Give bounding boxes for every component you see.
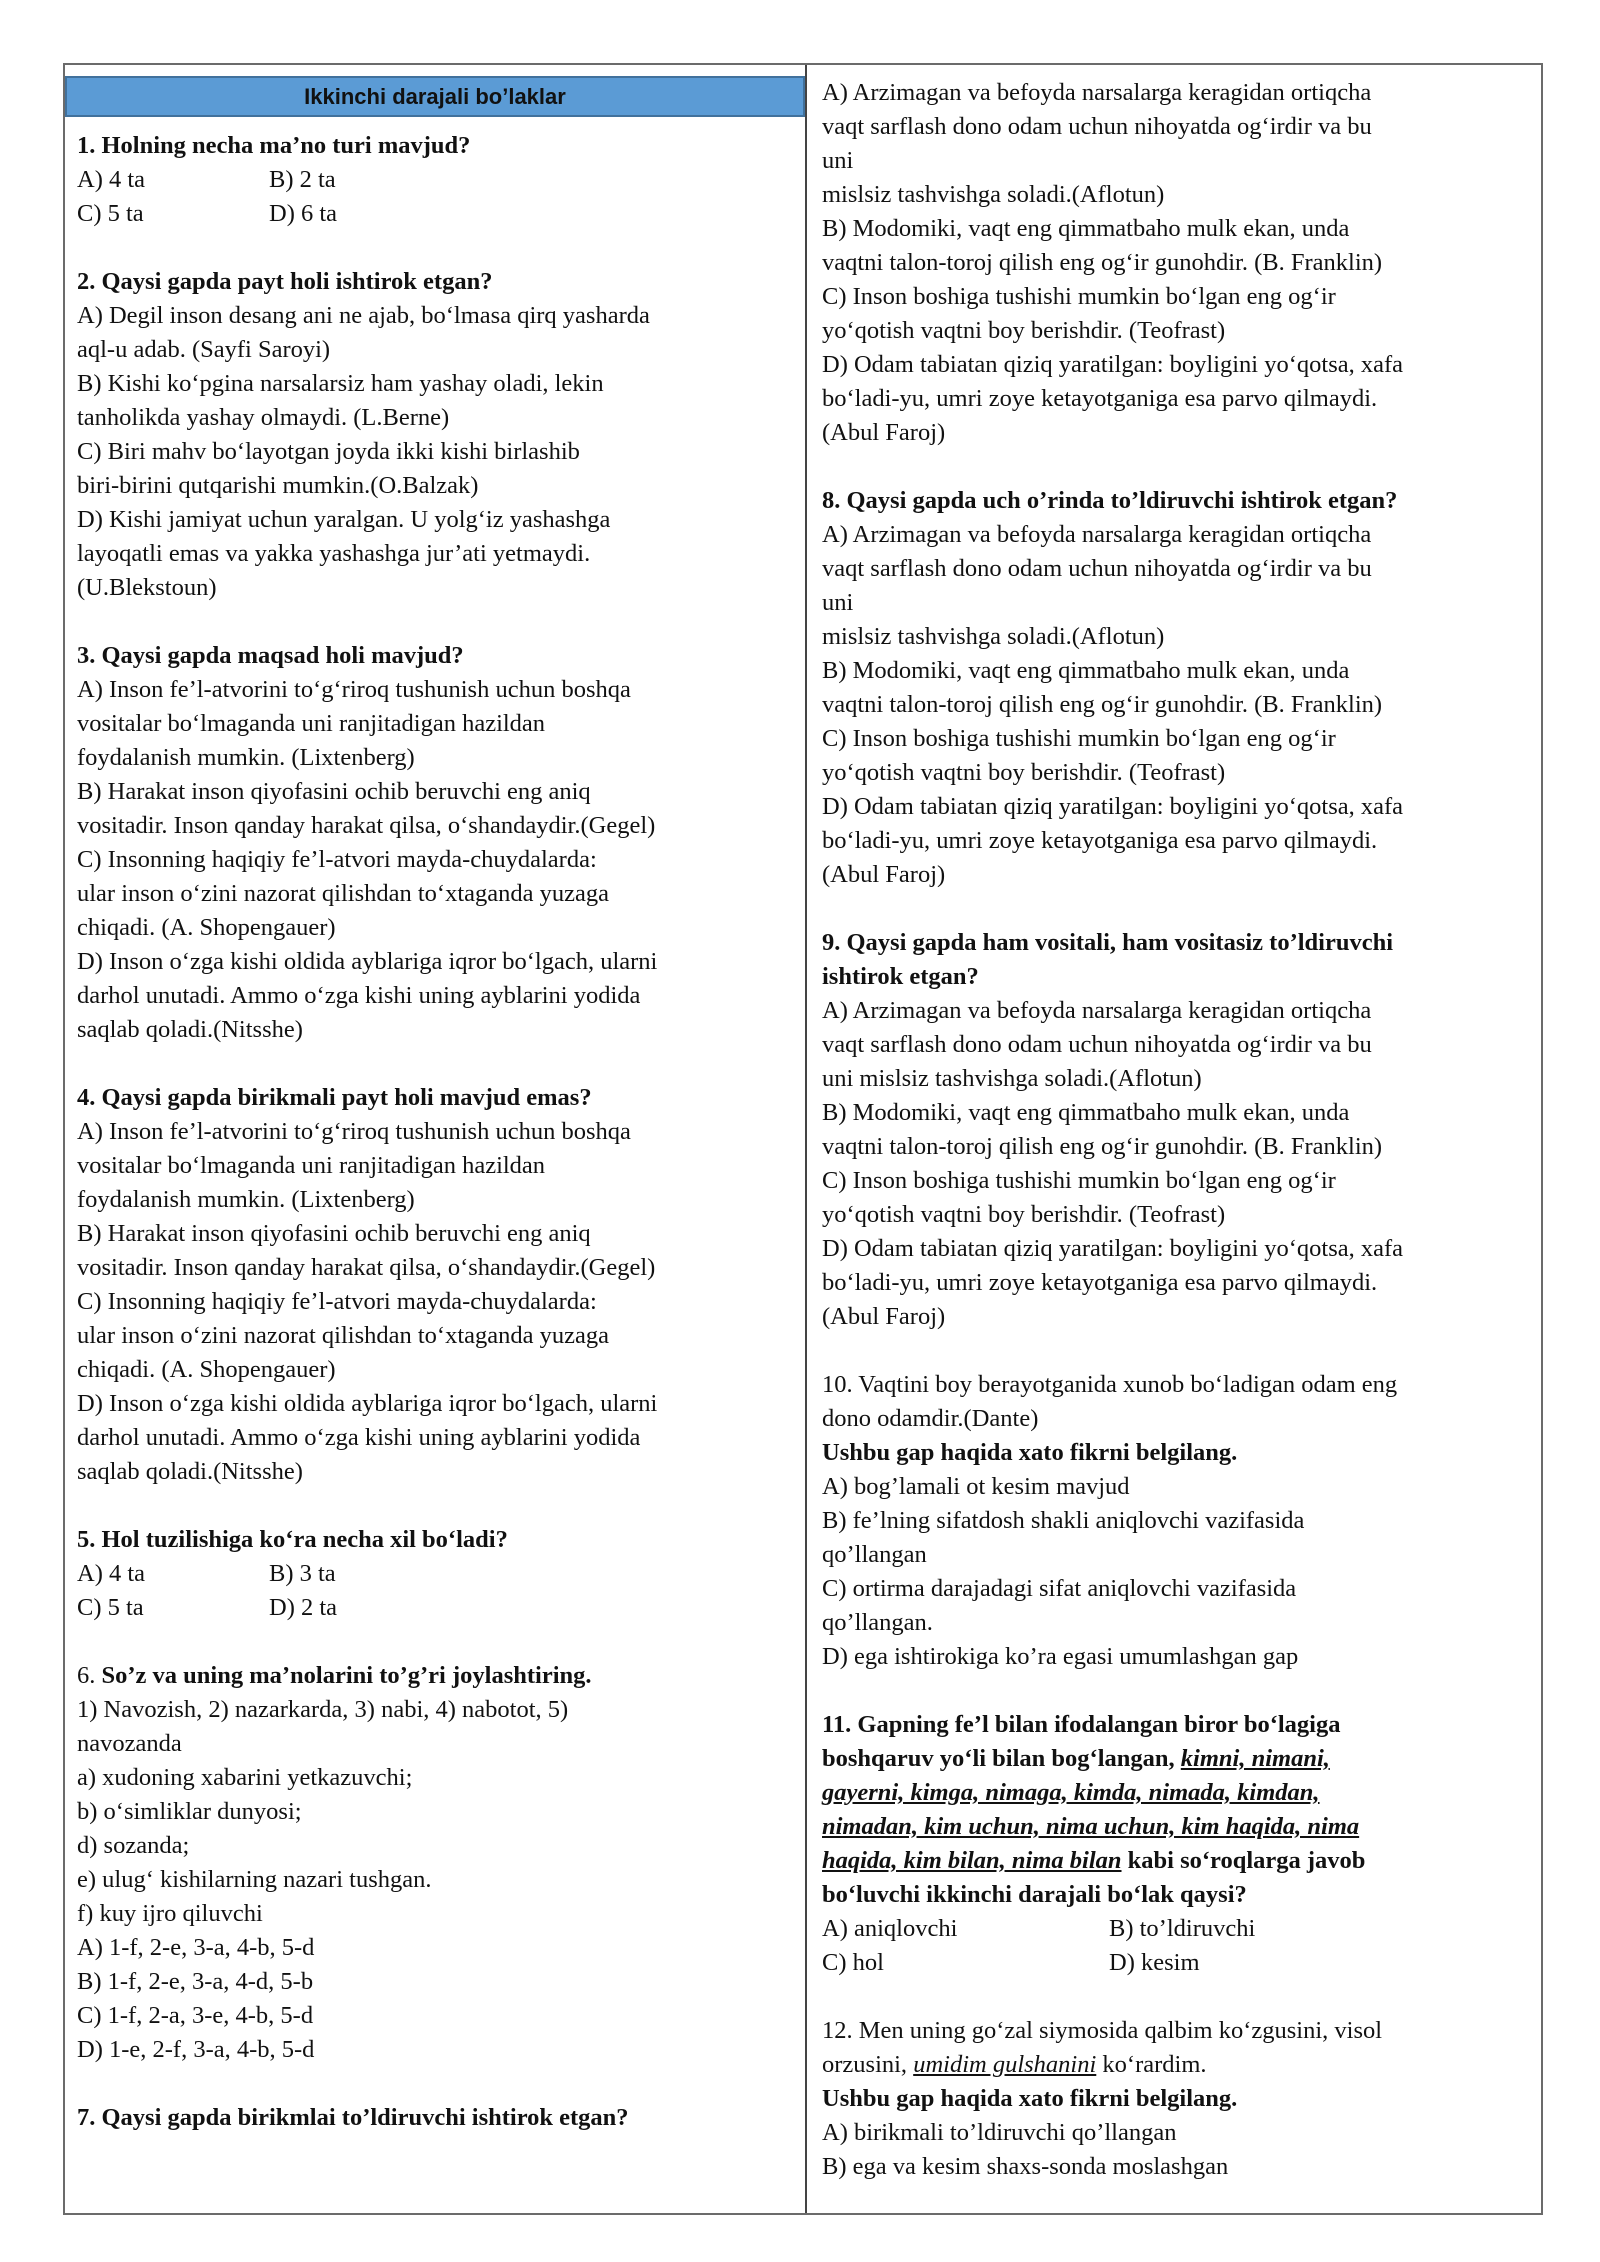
text-line: vositadir. Inson qanday harakat qilsa, o‘shandaydir.(Gegel) [77,812,656,839]
text-line: vaqtni talon-toroj qilish eng og‘ir gunohdir. (B. Franklin) [822,1133,1383,1160]
question-stem: 3. Qaysi gapda maqsad holi mavjud? [77,642,464,669]
text-line: D) Kishi jamiyat uchun yaralgan. U yolg‘iz yashashga [77,506,611,533]
text-line: (Abul Faroj) [822,1303,946,1330]
text-line: navozanda [77,1730,182,1757]
option-b: B) 3 ta [269,1560,336,1587]
text-line: biri-birini qutqarishi mumkin.(O.Balzak) [77,472,479,499]
question-sentence-cont: dono odamdir.(Dante) [822,1405,1039,1432]
text-line: aql-u adab. (Sayfi Saroyi) [77,336,331,363]
text-line: darhol unutadi. Ammo o‘zga kishi uning ayblarini yodida [77,982,641,1009]
text-line: C) Biri mahv bo‘layotgan joyda ikki kishi birlashib [77,438,580,465]
sentence-text: ko‘rardim. [1096,2051,1207,2078]
question-3 [77,639,805,1047]
text-line: yo‘qotish vaqtni boy berishdir. (Teofrast) [822,1201,1226,1228]
text-line: mislsiz tashvishga soladi.(Aflotun) [822,181,1165,208]
text-line: e) ulug‘ kishilarning nazari tushgan. [77,1866,432,1893]
option-a: A) 4 ta [77,1560,146,1587]
text-line: vaqt sarflash dono odam uchun nihoyatda og‘irdir va bu [822,1031,1372,1058]
question-5 [77,1523,805,1625]
question-sentence: 12. Men uning go‘zal siymosida qalbim ko‘zgusini, visol [822,2017,1383,2044]
text-line: B) Modomiki, vaqt eng qimmatbaho mulk ekan, unda [822,657,1350,684]
question-10 [822,1368,1538,1674]
question-stem: 8. Qaysi gapda uch o’rinda to’ldiruvchi ishtirok etgan? [822,487,1398,514]
question-1 [77,129,805,231]
answer-options [822,1912,1538,1980]
text-line: C) Inson boshiga tushishi mumkin bo‘lgan eng og‘ir [822,283,1336,310]
question-stem-cont: ishtirok etgan? [822,963,979,990]
sentence-text: orzusini, [822,2051,908,2078]
question-stem: 4. Qaysi gapda birikmali payt holi mavjud emas? [77,1084,592,1111]
text-line: vaqtni talon-toroj qilish eng og‘ir gunohdir. (B. Franklin) [822,249,1383,276]
question-stem: 11. Gapning fe’l bilan ifodalangan biror bo‘lagiga [822,1711,1341,1738]
text-line: D) Inson o‘zga kishi oldida ayblariga iqror bo‘lgach, ularni [77,1390,658,1417]
text-line: vaqt sarflash dono odam uchun nihoyatda og‘irdir va bu [822,113,1372,140]
text-line: yo‘qotish vaqtni boy berishdir. (Teofrast) [822,317,1226,344]
question-11 [822,1708,1538,1980]
text-line: uni [822,589,854,616]
stem-underlined-text: haqida, kim bilan, nima bilan [822,1847,1122,1874]
text-line: vositadir. Inson qanday harakat qilsa, o‘shandaydir.(Gegel) [77,1254,656,1281]
question-stem-line-6: bo‘luvchi ikkinchi darajali bo‘lak qaysi? [822,1881,1247,1908]
question-6 [77,1659,805,2067]
text-line: B) Modomiki, vaqt eng qimmatbaho mulk ekan, unda [822,215,1350,242]
text-line: (Abul Faroj) [822,419,946,446]
question-4 [77,1081,805,1489]
answer-options [77,1557,805,1625]
text-line: vaqtni talon-toroj qilish eng og‘ir gunohdir. (B. Franklin) [822,691,1383,718]
text-line: C) ortirma darajadagi sifat aniqlovchi vazifasida [822,1575,1297,1602]
text-line: vaqt sarflash dono odam uchun nihoyatda og‘irdir va bu [822,555,1372,582]
question-stem [77,1659,805,1693]
text-line: A) Degil inson desang ani ne ajab, bo‘lmasa qirq yasharda [77,302,650,329]
text-line: foydalanish mumkin. (Lixtenberg) [77,744,415,771]
text-line: (Abul Faroj) [822,861,946,888]
text-line: D) Odam tabiatan qiziq yaratilgan: boyligini yo‘qotsa, xafa [822,1235,1404,1262]
text-line: saqlab qoladi.(Nitsshe) [77,1016,303,1043]
question-stem-text: So’z va uning ma’nolarini to’g’ri joylashtiring. [101,1662,592,1689]
left-column [65,65,807,2213]
text-line: vositalar bo‘lmaganda uni ranjitadigan hazildan [77,710,546,737]
text-line: D) ega ishtirokiga ko’ra egasi umumlashgan gap [822,1643,1299,1670]
text-line: qo’llangan [822,1541,927,1568]
text-line: vositalar bo‘lmaganda uni ranjitadigan hazildan [77,1152,546,1179]
text-line: D) Odam tabiatan qiziq yaratilgan: boyligini yo‘qotsa, xafa [822,351,1404,378]
text-line: chiqadi. (A. Shopengauer) [77,1356,336,1383]
text-line: A) birikmali to’ldiruvchi qo’llangan [822,2119,1177,2146]
text-line: B) Harakat inson qiyofasini ochib beruvchi eng aniq [77,778,591,805]
text-line: bo‘ladi-yu, umri zoye ketayotganiga esa parvo qilmaydi. [822,827,1378,854]
question-7 [77,2101,805,2135]
question-2 [77,265,805,605]
option-d: D) 6 ta [269,200,338,227]
text-line: b) o‘simliklar dunyosi; [77,1798,302,1825]
text-line: (U.Blekstoun) [77,574,217,601]
text-line: 1) Navozish, 2) nazarkarda, 3) nabi, 4) nabotot, 5) [77,1696,569,1723]
option-c: C) 5 ta [77,1594,144,1621]
text-line: mislsiz tashvishga soladi.(Aflotun) [822,623,1165,650]
stem-underlined-text: kimni, nimani, [1180,1745,1330,1772]
page-title: Ikkinchi darajali bo’laklar [65,76,805,117]
text-line: C) Inson boshiga tushishi mumkin bo‘lgan eng og‘ir [822,725,1336,752]
question-8 [822,484,1538,892]
text-line: B) Modomiki, vaqt eng qimmatbaho mulk ekan, unda [822,1099,1350,1126]
stem-text: boshqaruv yo‘li bilan bog‘langan, [822,1745,1175,1772]
question-number: 6. [77,1662,96,1689]
stem-underlined-text: nimadan, kim uchun, nima uchun, kim haqida, nima [822,1813,1360,1840]
text-line: C) Insonning haqiqiy fe’l-atvori mayda-chuydalarda: [77,846,597,873]
text-line: B) fe’lning sifatdosh shakli aniqlovchi vazifasida [822,1507,1305,1534]
question-9 [822,926,1538,1334]
question-stem-line-4 [822,1810,1538,1844]
question-sentence-cont [822,2048,1538,2082]
text-line: A) Arzimagan va befoyda narsalarga keragidan ortiqcha [822,79,1372,106]
text-line: D) 1-e, 2-f, 3-a, 4-b, 5-d [77,2036,315,2063]
text-line: A) 1-f, 2-e, 3-a, 4-b, 5-d [77,1934,315,1961]
question-stem-line-2 [822,1742,1538,1776]
sentence-underlined-text: umidim gulshanini [913,2051,1097,2078]
option-d: D) 2 ta [269,1594,338,1621]
text-line: B) Kishi ko‘pgina narsalarsiz ham yashay oladi, lekin [77,370,604,397]
option-c: C) hol [822,1949,884,1976]
worksheet-page [63,63,1543,2215]
text-line: D) Inson o‘zga kishi oldida ayblariga iqror bo‘lgach, ularni [77,948,658,975]
question-instruction: Ushbu gap haqida xato fikrni belgilang. [822,2085,1238,2112]
option-b: B) to’ldiruvchi [1109,1915,1256,1942]
text-line: qo’llangan. [822,1609,933,1636]
question-stem: 7. Qaysi gapda birikmlai to’ldiruvchi ishtirok etgan? [77,2104,629,2131]
text-line: B) Harakat inson qiyofasini ochib beruvchi eng aniq [77,1220,591,1247]
text-line: uni [822,147,854,174]
answer-options [77,163,805,231]
text-line: A) Inson fe’l-atvorini to‘g‘riroq tushunish uchun boshqa [77,1118,631,1145]
text-line: foydalanish mumkin. (Lixtenberg) [77,1186,415,1213]
question-instruction: Ushbu gap haqida xato fikrni belgilang. [822,1439,1238,1466]
text-line: C) Insonning haqiqiy fe’l-atvori mayda-chuydalarda: [77,1288,597,1315]
text-line: layoqatli emas va yakka yashashga jur’ati yetmaydi. [77,540,591,567]
question-sentence: 10. Vaqtini boy berayotganida xunob bo‘ladigan odam eng [822,1371,1398,1398]
option-a: A) aniqlovchi [822,1915,958,1942]
text-line: saqlab qoladi.(Nitsshe) [77,1458,303,1485]
text-line: chiqadi. (A. Shopengauer) [77,914,336,941]
text-line: A) Arzimagan va befoyda narsalarga keragidan ortiqcha [822,521,1372,548]
text-line: C) 1-f, 2-a, 3-e, 4-b, 5-d [77,2002,314,2029]
text-line: bo‘ladi-yu, umri zoye ketayotganiga esa parvo qilmaydi. [822,1269,1378,1296]
stem-text: kabi so‘roqlarga javob [1121,1847,1366,1874]
text-line: a) xudoning xabarini yetkazuvchi; [77,1764,413,1791]
text-line: B) ega va kesim shaxs-sonda moslashgan [822,2153,1229,2180]
text-line: A) Inson fe’l-atvorini to‘g‘riroq tushunish uchun boshqa [77,676,631,703]
text-line: d) sozanda; [77,1832,190,1859]
text-line: C) Inson boshiga tushishi mumkin bo‘lgan eng og‘ir [822,1167,1336,1194]
question-stem: 9. Qaysi gapda ham vositali, ham vositasiz to’ldiruvchi [822,929,1394,956]
text-line: B) 1-f, 2-e, 3-a, 4-d, 5-b [77,1968,314,1995]
option-c: C) 5 ta [77,200,144,227]
question-stem: 2. Qaysi gapda payt holi ishtirok etgan? [77,268,493,295]
stem-underlined-text: gayerni, kimga, nimaga, kimda, nimada, kimdan, [822,1779,1320,1806]
question-stem-line-5 [822,1844,1538,1878]
text-line: f) kuy ijro qiluvchi [77,1900,263,1927]
text-line: A) bog’lamali ot kesim mavjud [822,1473,1130,1500]
question-stem: 1. Holning necha ma’no turi mavjud? [77,132,471,159]
text-line: uni mislsiz tashvishga soladi.(Aflotun) [822,1065,1202,1092]
question-7-options [822,76,1538,450]
question-stem-line-3 [822,1776,1538,1810]
question-12 [822,2014,1538,2184]
question-stem: 5. Hol tuzilishiga ko‘ra necha xil bo‘ladi? [77,1526,508,1553]
text-line: tanholikda yashay olmaydi. (L.Berne) [77,404,450,431]
text-line: A) Arzimagan va befoyda narsalarga keragidan ortiqcha [822,997,1372,1024]
option-d: D) kesim [1109,1949,1200,1976]
text-line: ular inson o‘zini nazorat qilishdan to‘xtaganda yuzaga [77,1322,610,1349]
right-column [810,65,1538,2213]
text-line: darhol unutadi. Ammo o‘zga kishi uning ayblarini yodida [77,1424,641,1451]
text-line: D) Odam tabiatan qiziq yaratilgan: boyligini yo‘qotsa, xafa [822,793,1404,820]
text-line: yo‘qotish vaqtni boy berishdir. (Teofrast) [822,759,1226,786]
text-line: bo‘ladi-yu, umri zoye ketayotganiga esa parvo qilmaydi. [822,385,1378,412]
option-a: A) 4 ta [77,166,146,193]
text-line: ular inson o‘zini nazorat qilishdan to‘xtaganda yuzaga [77,880,610,907]
option-b: B) 2 ta [269,166,336,193]
